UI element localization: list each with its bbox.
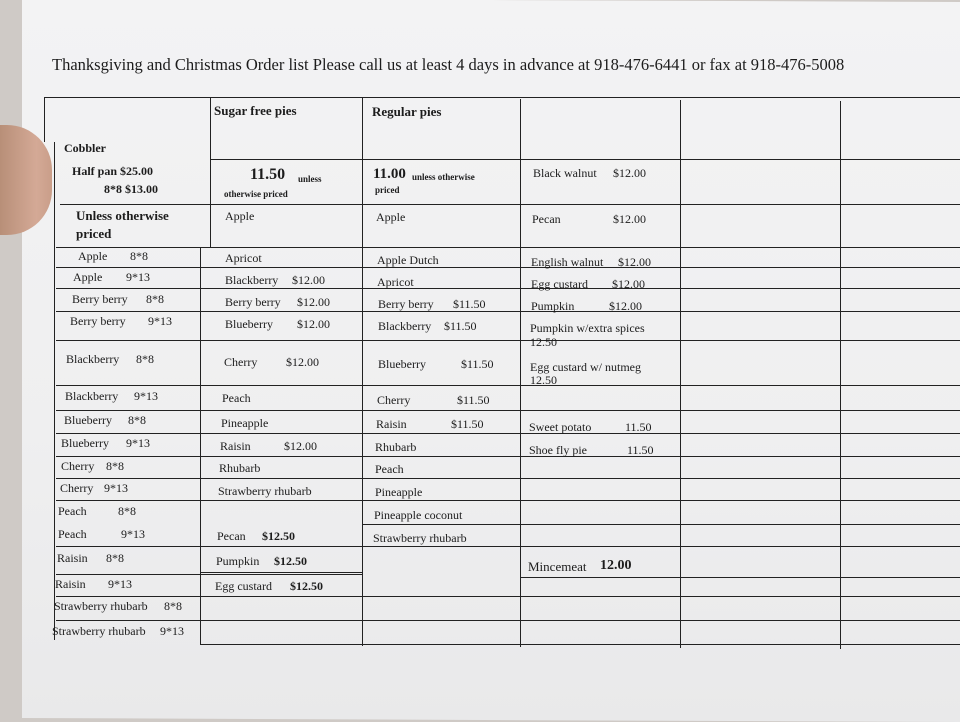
page-title: Thanksgiving and Christmas Order list Please call us at least 4 days in advance at 918-476-6441 or fax at 918-476-5008: [52, 55, 845, 74]
sugar-free-item: Peach: [222, 391, 251, 405]
row-line: [520, 577, 960, 578]
sugar-free-item: Raisin: [220, 439, 251, 453]
cobbler-item: Raisin: [57, 551, 88, 565]
other-price-tag: $12.00: [613, 212, 646, 226]
col-line: [210, 97, 211, 247]
sugar-free-price-tag: $12.00: [297, 295, 330, 309]
row-line: [210, 159, 960, 160]
sugar-free-item: Apple: [225, 209, 255, 223]
cobbler-item: Berry berry: [72, 292, 128, 306]
other-price-tag: $12.00: [618, 255, 651, 269]
other-item: Pumpkin: [531, 299, 575, 313]
row-line: [56, 311, 960, 312]
row-line: [56, 410, 960, 411]
sugar-free-price-tag: $12.00: [297, 317, 330, 331]
regular-item: Pineapple coconut: [374, 508, 463, 522]
cobbler-size: 8*8: [106, 551, 124, 565]
sugar-free-note: otherwise priced: [224, 189, 288, 199]
regular-item: Apple: [376, 210, 406, 224]
cobbler-size: 8*8: [146, 292, 164, 306]
regular-price-tag: $11.50: [444, 319, 477, 333]
cobbler-item: Blueberry: [64, 413, 112, 427]
regular-item: Berry berry: [378, 297, 434, 311]
regular-item: Raisin: [376, 417, 407, 431]
cobbler-item: Cherry: [61, 459, 95, 473]
sugar-free-item: Egg custard: [215, 579, 272, 593]
other-item: Egg custard: [531, 277, 588, 291]
cobbler-header: Cobbler: [64, 141, 106, 155]
regular-price: 11.00: [373, 166, 406, 182]
other-item: English walnut: [531, 255, 604, 269]
sugar-free-item: Cherry: [224, 355, 258, 369]
regular-price-tag: $11.50: [451, 417, 484, 431]
cobbler-item: Berry berry: [70, 314, 126, 328]
regular-price-tag: $11.50: [453, 297, 486, 311]
regular-item: Blueberry: [378, 357, 426, 371]
row-line: [56, 247, 960, 248]
regular-item: Pineapple: [375, 485, 423, 499]
sugar-free-unless: unless: [298, 174, 322, 184]
mincemeat-item: Mincemeat: [528, 559, 587, 574]
row-line: [56, 288, 960, 289]
row-line: [56, 385, 960, 386]
regular-header: Regular pies: [372, 104, 442, 119]
cobbler-priced: priced: [76, 226, 112, 241]
sugar-free-item: Pecan: [217, 529, 246, 543]
col-line: [200, 247, 201, 644]
regular-item: Rhubarb: [375, 440, 417, 454]
other-price-tag: $12.00: [609, 299, 642, 313]
cobbler-size: 9*13: [126, 436, 150, 450]
cobbler-size: 8*8: [128, 413, 146, 427]
sugar-free-price-tag: $12.50: [290, 579, 323, 593]
other-item: Pecan: [532, 212, 561, 226]
row-line: [56, 546, 960, 547]
regular-price-tag: $11.50: [457, 393, 490, 407]
cobbler-size: 9*13: [108, 577, 132, 591]
sugar-free-item: Blackberry: [225, 273, 279, 287]
cobbler-size: 8*8: [136, 352, 154, 366]
cobbler-size: 9*13: [134, 389, 158, 403]
row-line: [200, 572, 362, 573]
regular-item: Cherry: [377, 393, 411, 407]
sugar-free-item: Berry berry: [225, 295, 281, 309]
sugar-free-item: Strawberry rhubarb: [218, 484, 312, 498]
sugar-free-item: Pineapple: [221, 416, 269, 430]
cobbler-item: Raisin: [55, 577, 86, 591]
cobbler-item: Blueberry: [61, 436, 109, 450]
cobbler-size: 8*8: [106, 459, 124, 473]
cobbler-half-pan: Half pan $25.00: [72, 164, 154, 178]
row-line: [56, 456, 960, 457]
cobbler-item: Blackberry: [65, 389, 119, 403]
regular-item: Apple Dutch: [377, 253, 439, 267]
other-price-tag: 11.50: [625, 420, 652, 434]
regular-unless: unless otherwise: [412, 172, 475, 182]
other-item: Pumpkin w/extra spices: [530, 321, 645, 335]
cobbler-size: 8*8: [130, 249, 148, 263]
row-line: [60, 204, 960, 205]
cobbler-item: Strawberry rhubarb: [54, 599, 148, 613]
row-line: [56, 478, 960, 479]
col-line: [680, 100, 681, 648]
row-line: [56, 596, 960, 597]
sugar-free-item: Apricot: [225, 251, 262, 265]
other-price-tag: 12.50: [530, 335, 557, 349]
other-item: Shoe fly pie: [529, 443, 587, 457]
cobbler-size: 9*13: [126, 270, 150, 284]
row-line: [200, 644, 960, 645]
sugar-free-header: Sugar free pies: [214, 103, 297, 118]
other-price-tag: 12.50: [530, 373, 557, 387]
cobbler-item: Peach: [58, 504, 87, 518]
cobbler-item: Blackberry: [66, 352, 120, 366]
cobbler-item: Apple: [78, 249, 108, 263]
sugar-free-price: 11.50: [250, 166, 286, 183]
sugar-free-item: Rhubarb: [219, 461, 261, 475]
sugar-free-item: Blueberry: [225, 317, 273, 331]
col-line: [840, 101, 841, 649]
sugar-free-price-tag: $12.50: [262, 529, 295, 543]
other-price-tag: $12.00: [612, 277, 645, 291]
sugar-free-price-tag: $12.50: [274, 554, 307, 568]
row-line: [56, 500, 960, 501]
row-line: [56, 267, 960, 268]
other-item: Black walnut: [533, 166, 597, 180]
other-item: Sweet potato: [529, 420, 592, 434]
row-line: [56, 433, 960, 434]
regular-item: Peach: [375, 462, 404, 476]
cobbler-eight: 8*8 $13.00: [104, 182, 158, 196]
mincemeat-price: 12.00: [600, 558, 632, 573]
cobbler-item: Peach: [58, 527, 87, 541]
cobbler-size: 9*13: [121, 527, 145, 541]
other-price-tag: $12.00: [613, 166, 646, 180]
col-line: [520, 99, 521, 647]
regular-item: Strawberry rhubarb: [373, 531, 467, 545]
row-line: [56, 340, 960, 341]
cobbler-unless: Unless otherwise: [76, 208, 169, 223]
cobbler-size: 9*13: [148, 314, 172, 328]
sugar-free-price-tag: $12.00: [286, 355, 319, 369]
col-line: [54, 142, 55, 640]
cobbler-item: Strawberry rhubarb: [52, 624, 146, 638]
cobbler-item: Cherry: [60, 481, 94, 495]
regular-item: Apricot: [377, 275, 414, 289]
other-price-tag: 11.50: [627, 443, 654, 457]
regular-price-tag: $11.50: [461, 357, 494, 371]
cobbler-item: Apple: [73, 270, 103, 284]
col-line: [44, 97, 45, 142]
sugar-free-price-tag: $12.00: [292, 273, 325, 287]
sugar-free-price-tag: $12.00: [284, 439, 317, 453]
regular-note: priced: [375, 185, 400, 195]
cobbler-size: 8*8: [118, 504, 136, 518]
row-line: [56, 574, 362, 575]
cobbler-size: 9*13: [104, 481, 128, 495]
sugar-free-item: Pumpkin: [216, 554, 260, 568]
row-line: [44, 97, 960, 98]
cobbler-size: 8*8: [164, 599, 182, 613]
row-line: [56, 620, 960, 621]
regular-item: Blackberry: [378, 319, 432, 333]
cobbler-size: 9*13: [160, 624, 184, 638]
col-line: [362, 98, 363, 646]
other-item: Egg custard w/ nutmeg: [530, 360, 641, 374]
row-line: [362, 524, 960, 525]
